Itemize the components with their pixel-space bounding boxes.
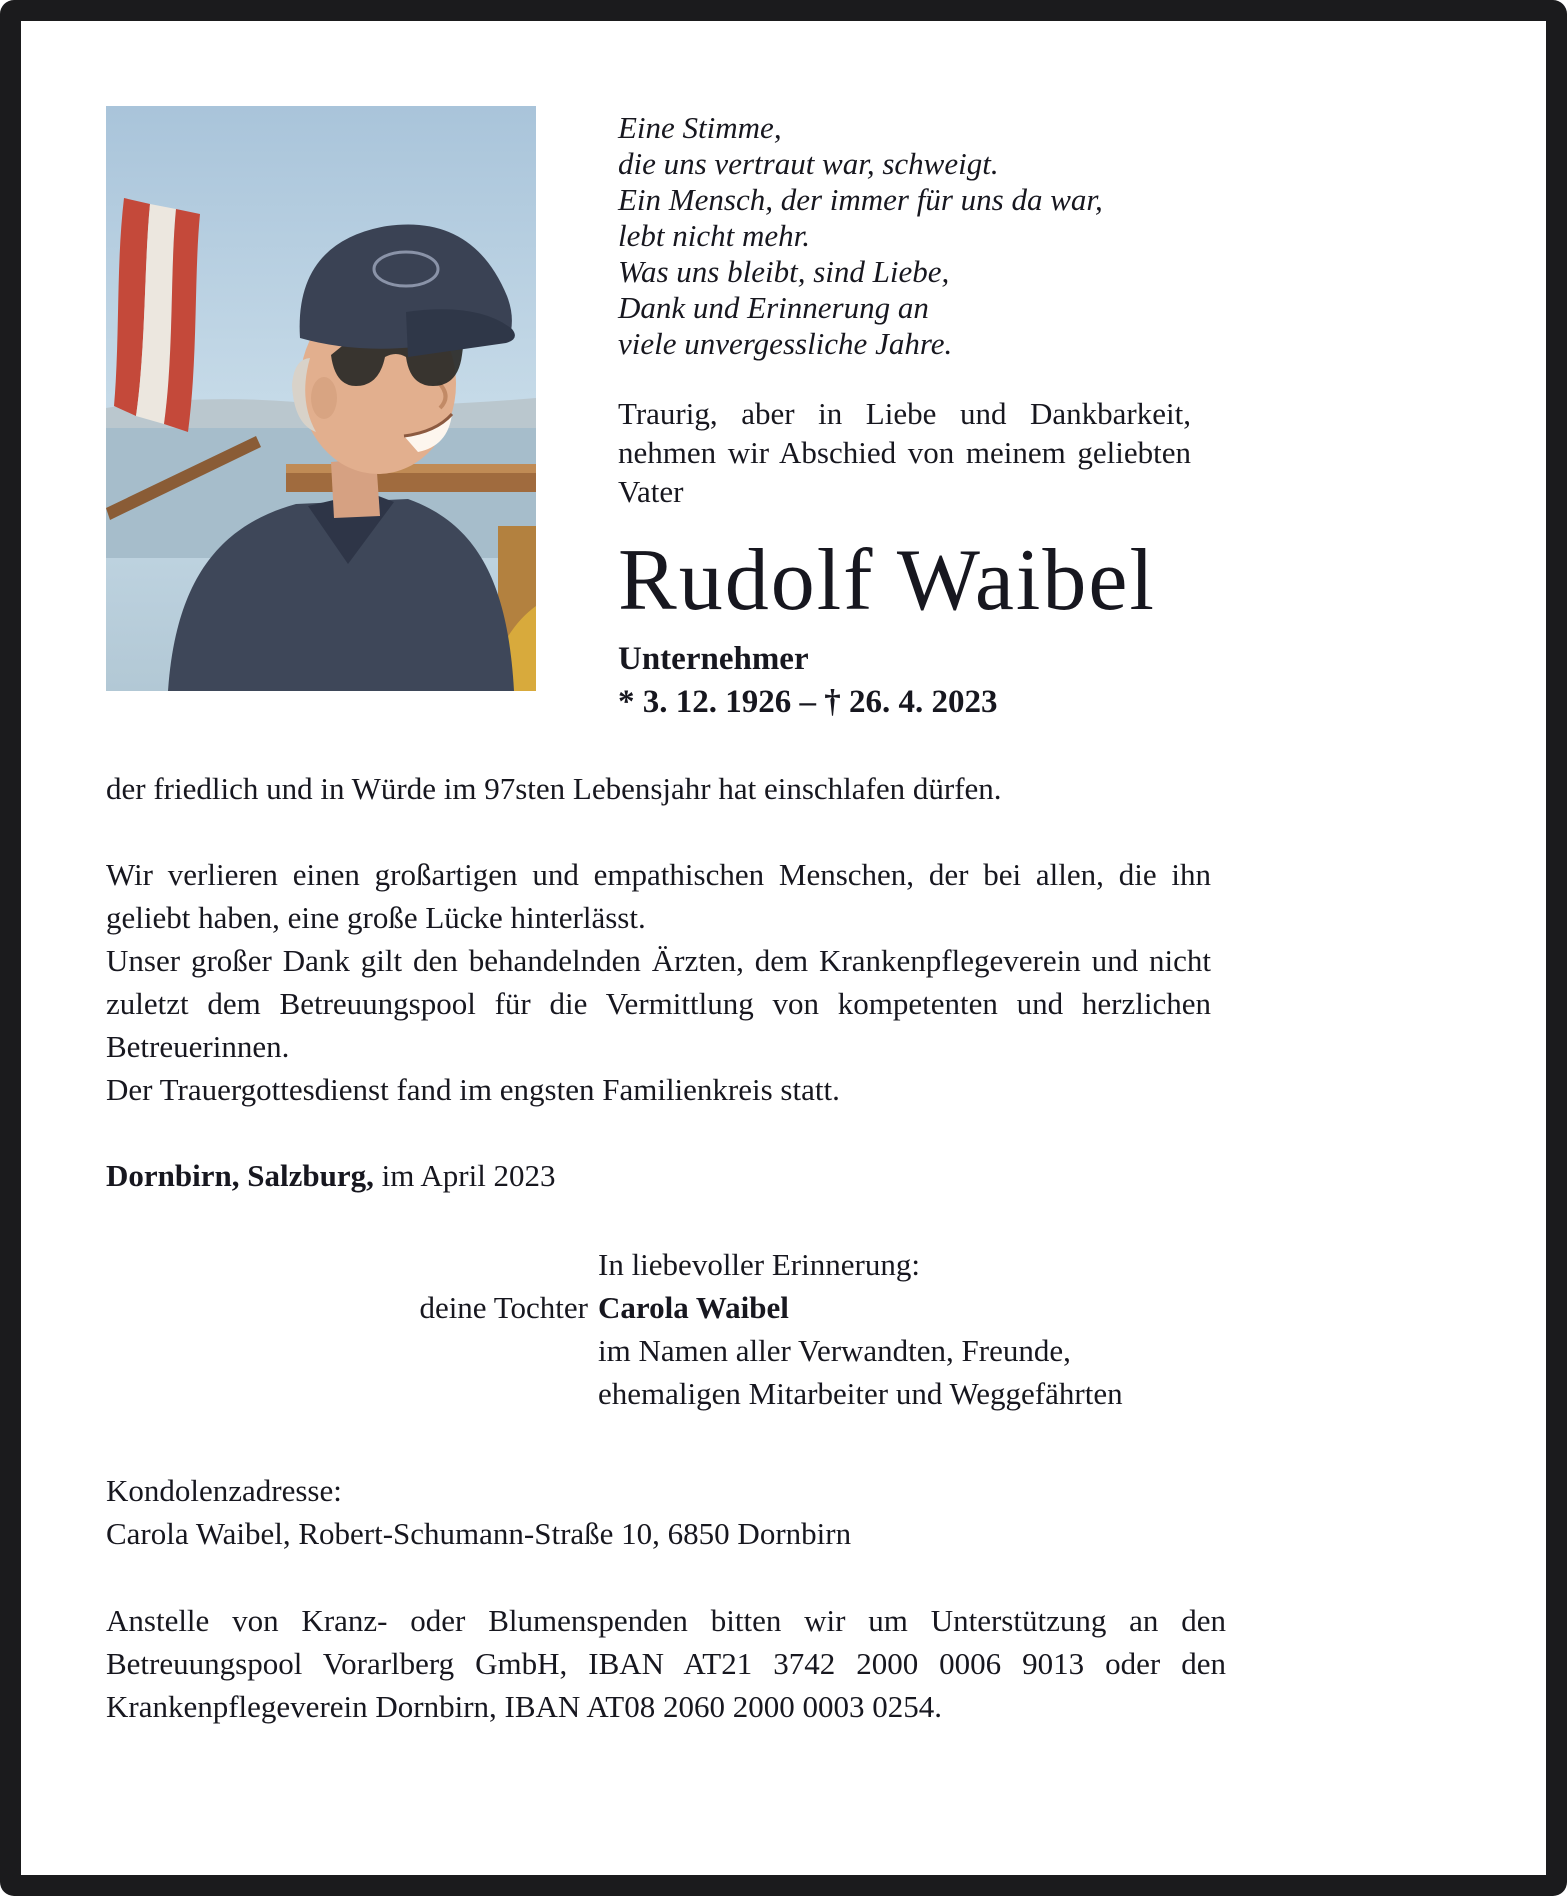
condolence-block: [106, 1469, 1211, 1555]
memorial-poem: [618, 110, 1191, 362]
dateline-place: Dornbirn, Salzburg,: [106, 1158, 374, 1193]
mourner-line: [419, 1286, 1211, 1329]
body-paragraph-2: Wir verlieren einen großartigen und empathischen Menschen, der bei allen, die ihn geliebt haben, eine große Lücke hinterlässt.: [106, 857, 1211, 935]
body-paragraph-1: der friedlich und in Würde im 97sten Lebensjahr hat einschlafen dürfen.: [106, 771, 1002, 806]
mourner-name: Carola Waibel: [598, 1290, 789, 1325]
remembrance-line-3: im Namen aller Verwandten, Freunde,: [598, 1333, 1071, 1368]
remembrance-line-4: ehemaligen Mitarbeiter und Weggefährten: [598, 1376, 1123, 1411]
place-and-date-line: [106, 1154, 1211, 1197]
deceased-name: Rudolf Waibel: [618, 532, 1156, 629]
mourner-relation: deine Tochter: [419, 1290, 588, 1325]
poem-line: die uns vertraut war, schweigt.: [618, 146, 999, 181]
deceased-profession: Unternehmer: [618, 641, 809, 677]
portrait-illustration: [106, 106, 536, 691]
top-section: [106, 106, 1211, 721]
donation-paragraph: Anstelle von Kranz- oder Blumenspenden bitten wir um Unterstützung an den Betreuungspool Vorarlberg GmbH, IBAN AT21 3742 2000 0006 9013 oder den Krankenpflegeverein Dornbirn, IBAN AT08 2060 2000 0003 0254.: [106, 1603, 1226, 1724]
remembrance-heading: In liebevoller Erinnerung:: [598, 1247, 920, 1282]
right-column: [618, 106, 1191, 721]
poem-line: Eine Stimme,: [618, 110, 782, 145]
portrait-photo: [106, 106, 536, 691]
life-dates: * 3. 12. 1926 – † 26. 4. 2023: [618, 684, 998, 720]
poem-line: Ein Mensch, der immer für uns da war,: [618, 182, 1103, 217]
farewell-intro: Traurig, aber in Liebe und Dankbarkeit, nehmen wir Abschied von meinem geliebten Vater: [618, 396, 1191, 509]
condolence-address: Carola Waibel, Robert-Schumann-Straße 10, 6850 Dornbirn: [106, 1516, 852, 1551]
body-paragraph-4: Der Trauergottesdienst fand im engsten Familienkreis statt.: [106, 1072, 840, 1107]
dateline-date: im April 2023: [381, 1158, 556, 1193]
obituary-content: [106, 106, 1226, 1728]
body-paragraph-3: Unser großer Dank gilt den behandelnden Ärzten, dem Krankenpflegeverein und nicht zuletzt dem Betreuungspool für die Vermittlung von kompetenten und herzlichen Betreuerinnen.: [106, 943, 1211, 1064]
body-paragraph-block: [106, 853, 1211, 1111]
remembrance-block: [419, 1243, 1211, 1415]
condolence-label: Kondolenzadresse:: [106, 1473, 342, 1508]
poem-line: lebt nicht mehr.: [618, 218, 810, 253]
poem-line: Dank und Erinnerung an: [618, 290, 929, 325]
poem-line: viele unvergessliche Jahre.: [618, 326, 953, 361]
ear: [311, 377, 337, 419]
poem-line: Was uns bleibt, sind Liebe,: [618, 254, 950, 289]
